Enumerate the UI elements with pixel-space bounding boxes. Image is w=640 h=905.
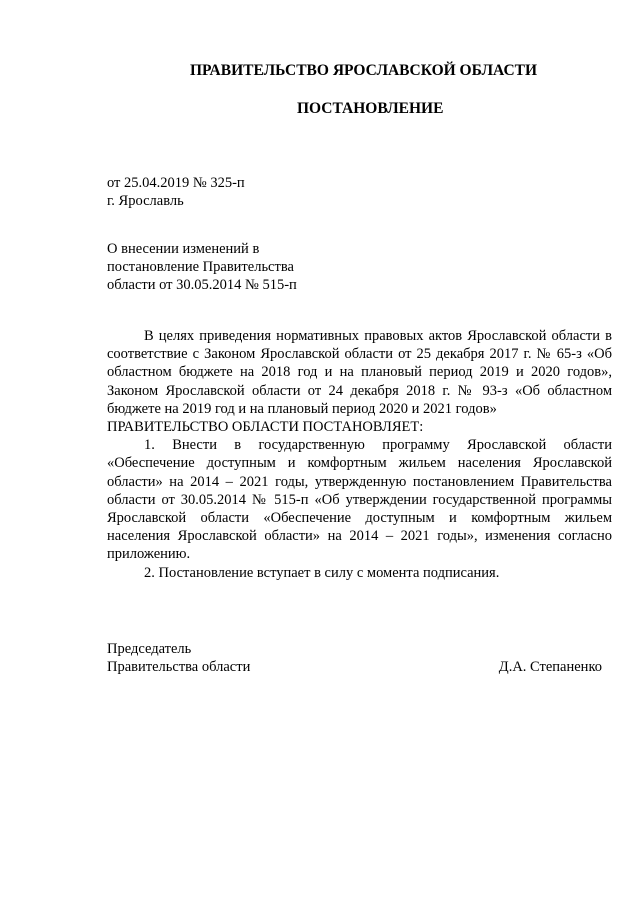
date-number: от 25.04.2019 № 325-п — [107, 175, 245, 191]
subject-line-1: О внесении изменений в — [107, 241, 260, 257]
subject-line-3: области от 30.05.2014 № 515-п — [107, 277, 297, 293]
city: г. Ярославль — [107, 193, 184, 209]
item-1-paragraph: 1. Внести в государственную программу Ярославской области «Обеспечение доступным и комфортным жильем населения Ярославской области» на 2014 – 2021 годы, утвержденную постановлением Правительства области от 30.05.2014 № 515-п «Об утверждении государственной программы Ярославской области «Обеспечение доступным и комфортным жильем населения Ярославской области» на 2014 – 2021 годы», изменения согласно приложению. — [107, 437, 612, 563]
signatory-name: Д.А. Степаненко — [498, 659, 602, 675]
signatory-position-line-2: Правительства области — [107, 659, 251, 675]
item-2-paragraph: 2. Постановление вступает в силу с момента подписания. — [144, 564, 500, 581]
resolution-statement: ПРАВИТЕЛЬСТВО ОБЛАСТИ ПОСТАНОВЛЯЕТ: — [107, 419, 424, 436]
government-title: ПРАВИТЕЛЬСТВО ЯРОСЛАВСКОЙ ОБЛАСТИ — [190, 62, 538, 79]
subject-line-2: постановление Правительства — [107, 259, 294, 275]
document-type-title: ПОСТАНОВЛЕНИЕ — [297, 100, 444, 117]
preamble-paragraph: В целях приведения нормативных правовых актов Ярославской области в соответствие с Законом Ярославской области от 25 декабря 2017 г. № 65-з «Об областном бюджете на 2018 год и на плановый период 2019 и 2020 годов», Законом Ярославской области от 24 декабря 2018 г. № 93-з «Об областном бюджете на 2019 год и на плановый период 2020 и 2021 годов» — [107, 328, 612, 417]
document-body — [107, 327, 612, 582]
signatory-position-line-1: Председатель — [107, 641, 192, 657]
